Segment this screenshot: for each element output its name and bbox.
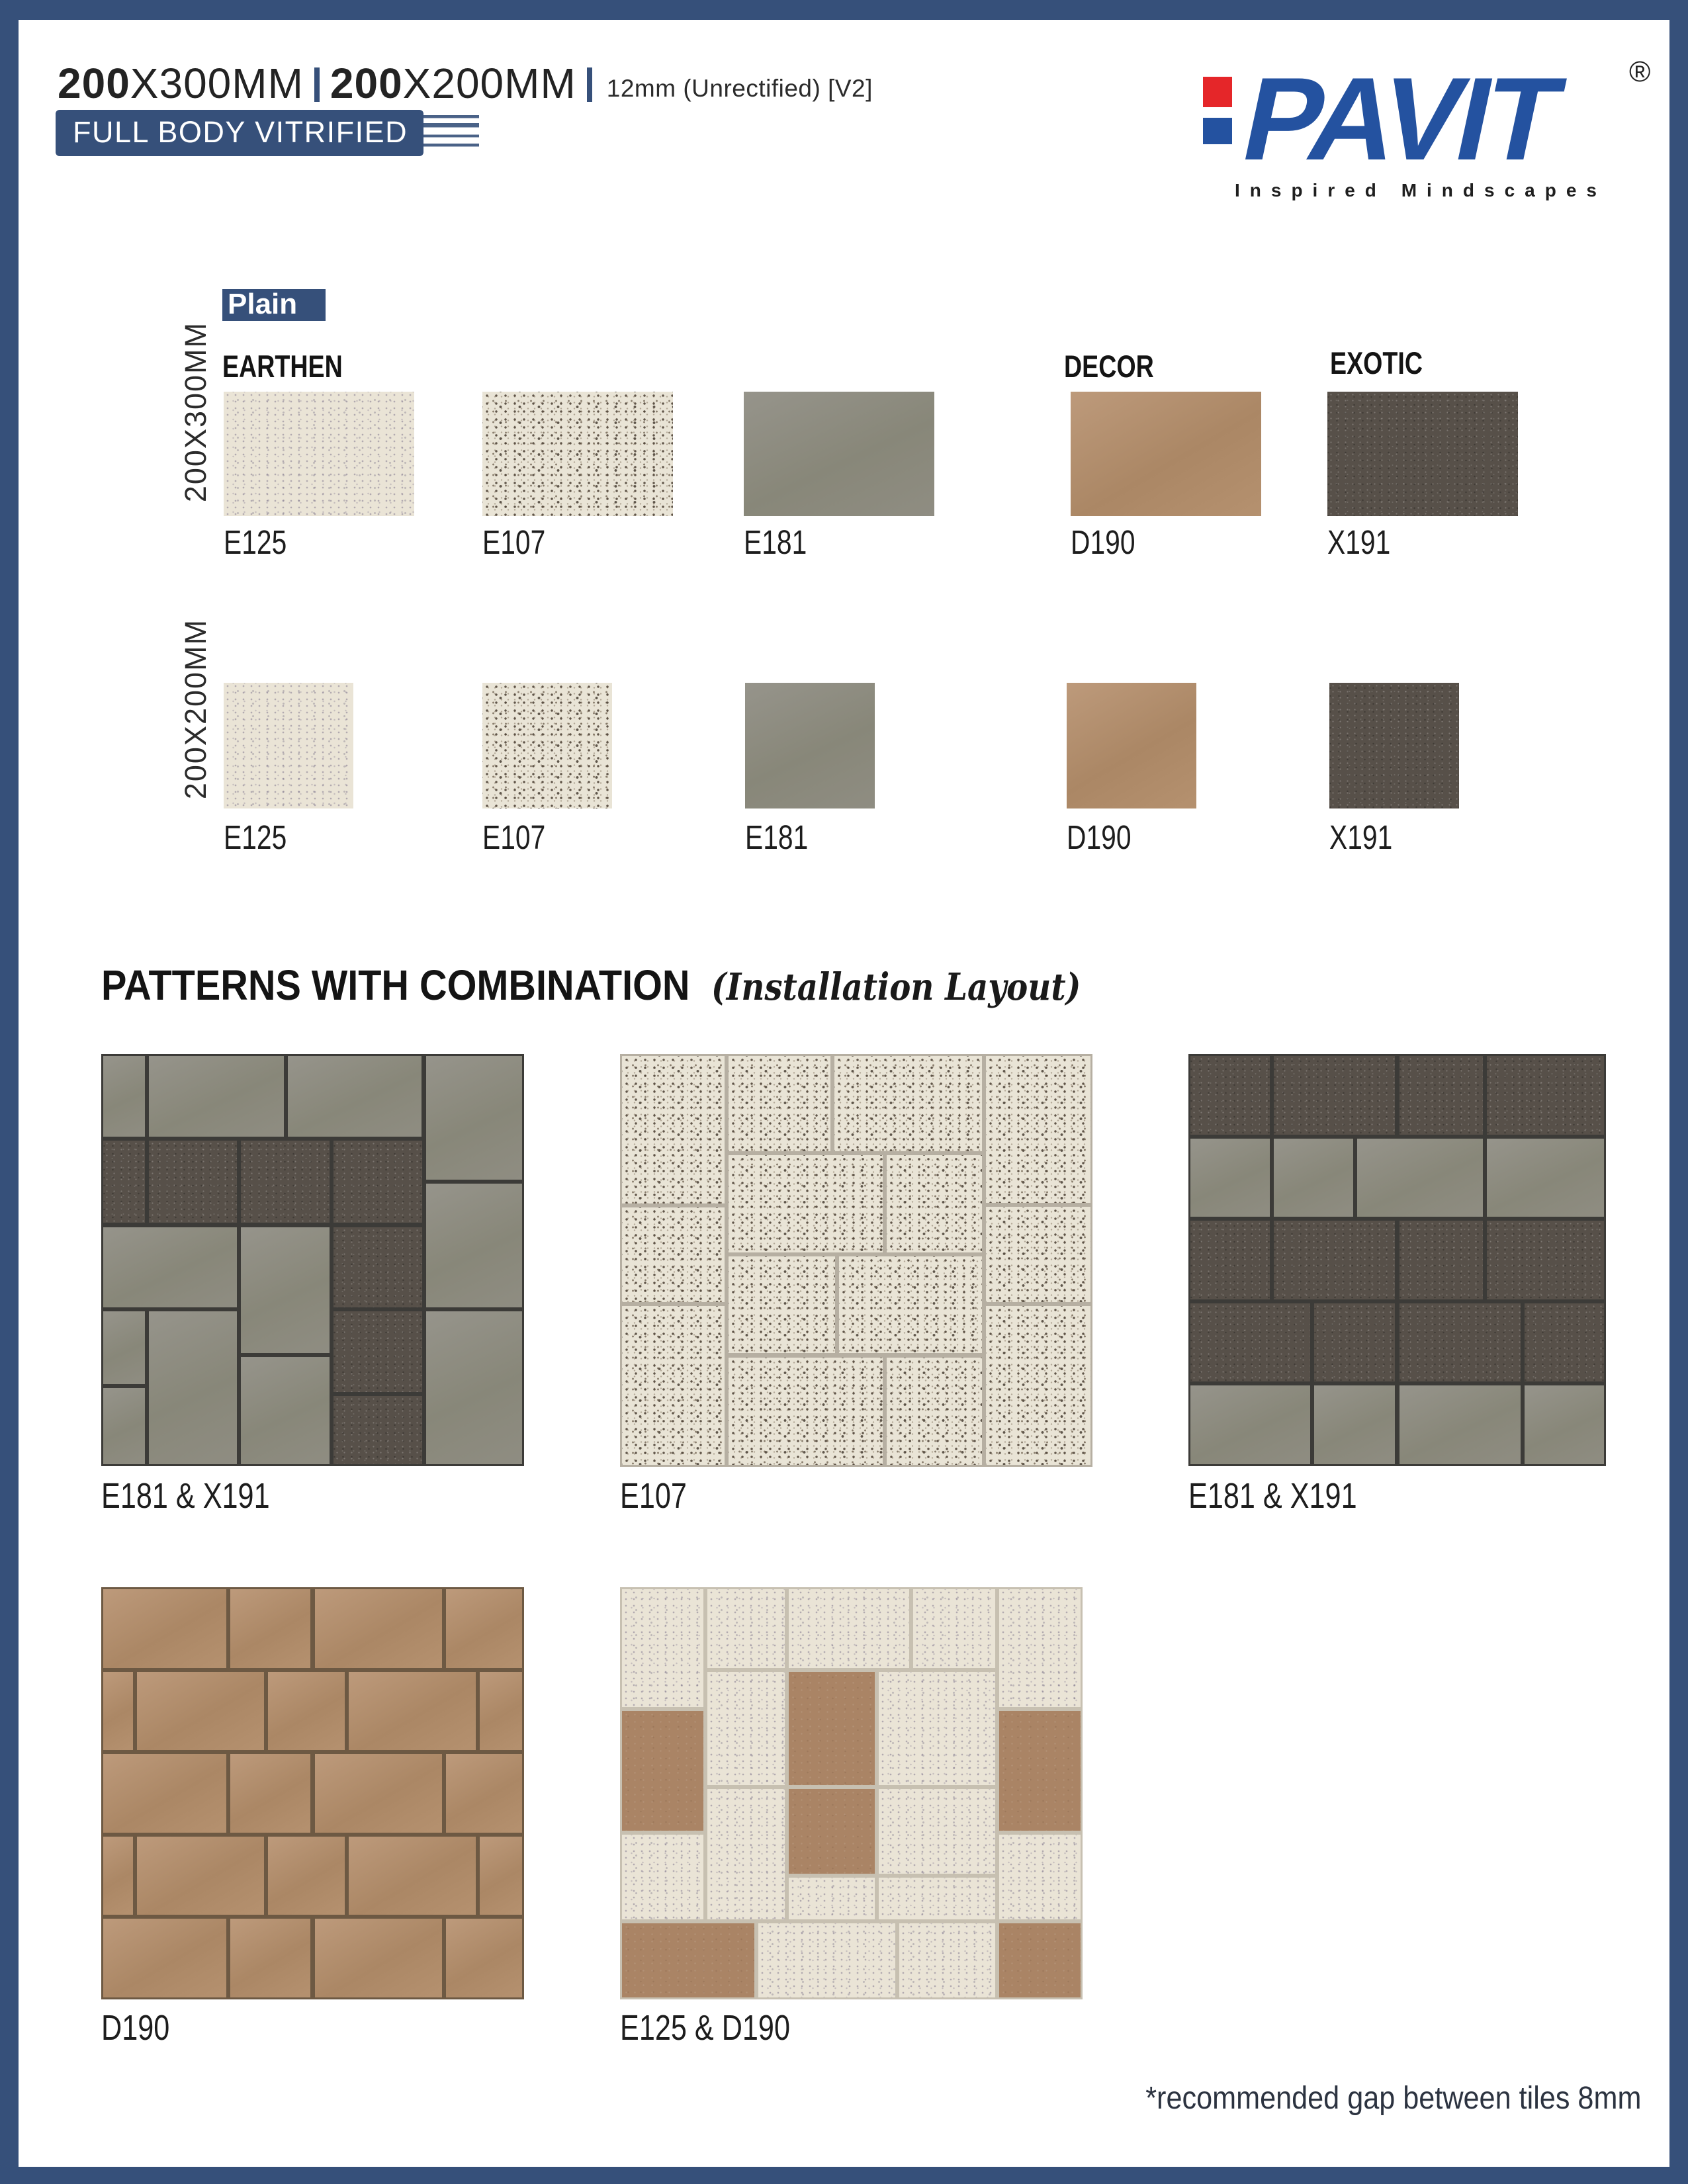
tile-swatch-x191-200x300 (1327, 392, 1518, 516)
full-body-vitrified-badge (56, 110, 423, 156)
pattern-tile-x191 (333, 1227, 422, 1308)
pattern-tile-e181 (103, 1311, 145, 1383)
tile-code-label: E107 (482, 818, 546, 856)
size1-bold: 200 (58, 60, 130, 107)
tile-code-label: E125 (224, 523, 287, 561)
pattern-label: E181 & X191 (1188, 1476, 1357, 1516)
pattern-tile-x191 (241, 1141, 330, 1223)
tile-code-label: E107 (482, 523, 546, 561)
pattern-tile-x191 (1399, 1221, 1484, 1299)
pattern-tile-x191 (1399, 1303, 1521, 1382)
divider-bar-icon (314, 67, 320, 102)
pattern-tile-e107 (887, 1358, 982, 1465)
pattern-tile-e125 (999, 1589, 1081, 1707)
pattern-tile-d190 (103, 1754, 226, 1833)
logo-red-square-icon (1203, 77, 1232, 107)
page-border-bottom (0, 2167, 1688, 2184)
page-border-right (1669, 0, 1688, 2184)
pattern-tile-e107 (986, 1306, 1090, 1465)
brand-tagline: Inspired Mindscapes (1235, 180, 1607, 200)
pattern-tile-x191 (1314, 1303, 1395, 1382)
tile-code-label: D190 (1067, 818, 1132, 856)
row1-size-vertical-label: 200X300MM (179, 322, 212, 503)
pattern-tile-d190 (137, 1837, 264, 1915)
pattern-tile-e125 (758, 1923, 895, 1997)
pattern-tile-e125 (879, 1672, 995, 1786)
pattern-tile-d190b (622, 1923, 754, 1997)
pattern-tile-e107 (986, 1056, 1090, 1203)
pattern-tile-d190 (230, 1919, 311, 1997)
tile-code-label: E181 (744, 523, 807, 561)
pattern-tile-x191 (1399, 1056, 1484, 1135)
tile-swatch-d190-200x200 (1067, 683, 1196, 808)
pattern-tile-d190 (480, 1837, 522, 1915)
pattern-tile-e181 (241, 1357, 330, 1464)
pattern-tile-d190b (789, 1672, 875, 1786)
gap-recommendation-note: *recommended gap between tiles 8mm (1145, 2081, 1641, 2116)
tile-code-label: E125 (224, 818, 287, 856)
pattern-tile-e181 (1190, 1139, 1270, 1217)
pattern-tile-d190 (103, 1919, 226, 1997)
pattern-tile-e125 (789, 1589, 910, 1668)
pattern-tile-d190 (103, 1837, 133, 1915)
pattern-tile-e181 (1399, 1385, 1521, 1464)
pattern-tile-e125 (899, 1923, 995, 1997)
pattern-tile-e181 (149, 1056, 284, 1137)
tile-swatch-e125-200x200 (224, 683, 353, 808)
pattern-board-e181-x191-b (1188, 1054, 1606, 1466)
pattern-tile-e125 (879, 1878, 995, 1919)
tile-swatch-e181-200x300 (744, 392, 934, 516)
category-exotic: EXOTIC (1330, 345, 1423, 380)
pattern-tile-d190 (315, 1754, 442, 1833)
pattern-tile-d190 (349, 1837, 476, 1915)
tile-swatch-e125-200x300 (224, 392, 414, 516)
pattern-tile-x191 (1274, 1056, 1395, 1135)
patterns-heading-script: (Installation Layout) (711, 965, 1081, 1009)
logo-blue-stub-icon (1203, 118, 1232, 144)
tile-swatch-x191-200x200 (1329, 683, 1459, 808)
pattern-tile-e107 (622, 1056, 725, 1203)
size2-bold: 200 (330, 60, 403, 107)
pattern-tile-e181 (1314, 1385, 1395, 1464)
pattern-tile-e125 (707, 1672, 784, 1786)
pattern-tile-d190 (315, 1919, 442, 1997)
pattern-tile-e181 (426, 1056, 522, 1180)
pattern-tile-e181 (1190, 1385, 1310, 1464)
pattern-tile-x191 (149, 1141, 237, 1223)
pattern-label: E181 & X191 (101, 1476, 270, 1516)
pattern-tile-e107 (834, 1056, 982, 1151)
pattern-tile-x191 (1190, 1221, 1270, 1299)
pattern-tile-d190b (789, 1789, 875, 1874)
plain-section-badge (222, 289, 326, 321)
pattern-tile-e107 (839, 1256, 981, 1354)
plain-section-title: Plain (228, 288, 298, 320)
tile-code-label: X191 (1329, 818, 1393, 856)
pattern-tile-e125 (622, 1589, 703, 1707)
pattern-tile-d190b (999, 1711, 1081, 1831)
pattern-tile-x191 (1190, 1056, 1270, 1135)
pattern-tile-e107 (729, 1358, 883, 1465)
pattern-tile-d190 (315, 1589, 442, 1668)
pattern-tile-e181 (426, 1311, 522, 1464)
full-body-vitrified-label: FULL BODY VITRIFIED (73, 115, 408, 149)
size2-rest: X200MM (402, 60, 576, 107)
pattern-tile-e125 (707, 1789, 784, 1919)
pattern-tile-x191 (1274, 1221, 1395, 1299)
pattern-tile-e181 (103, 1388, 145, 1465)
registered-trademark-icon: ® (1629, 56, 1651, 88)
pattern-tile-e125 (999, 1835, 1081, 1919)
pattern-tile-d190 (349, 1672, 476, 1751)
pattern-tile-d190 (137, 1672, 264, 1751)
pattern-tile-d190 (230, 1589, 311, 1668)
tile-code-label: X191 (1327, 523, 1391, 561)
pattern-tile-e125 (913, 1589, 995, 1668)
pattern-tile-e181 (149, 1311, 237, 1464)
pattern-board-d190 (101, 1587, 524, 1999)
pattern-tile-e107 (729, 1256, 836, 1354)
pattern-tile-e181 (288, 1056, 422, 1137)
size1-rest: X300MM (130, 60, 304, 107)
pattern-tile-x191 (1190, 1303, 1310, 1382)
row2-size-vertical-label: 200X200MM (179, 619, 212, 800)
pattern-tile-e107 (887, 1155, 982, 1252)
pattern-tile-d190 (446, 1919, 522, 1997)
pattern-tile-d190 (103, 1589, 226, 1668)
tile-swatch-e107-200x200 (482, 683, 612, 808)
pattern-tile-e125 (707, 1589, 784, 1668)
pattern-tile-x191 (103, 1141, 145, 1223)
pattern-tile-d190 (446, 1754, 522, 1833)
pattern-tile-x191 (1487, 1056, 1604, 1135)
header-size-line (58, 60, 873, 107)
pattern-tile-x191 (333, 1396, 422, 1464)
pattern-tile-e125 (622, 1835, 703, 1919)
pattern-tile-e181 (1357, 1139, 1483, 1217)
page-border-top (0, 0, 1688, 20)
thickness-label: 12mm (Unrectified) [V2] (606, 75, 873, 102)
pattern-board-e107 (620, 1054, 1092, 1467)
pattern-tile-e181 (241, 1227, 330, 1353)
brand-logo: PAVIT (1231, 53, 1570, 185)
divider-bar-icon (587, 67, 592, 102)
pattern-label: D190 (101, 2008, 170, 2048)
category-decor: DECOR (1064, 349, 1154, 384)
pattern-tile-e181 (426, 1184, 522, 1307)
pattern-tile-x191 (333, 1311, 422, 1392)
pattern-tile-e181 (103, 1227, 237, 1308)
tile-code-label: E181 (745, 818, 809, 856)
pattern-tile-e107 (986, 1207, 1090, 1302)
pattern-tile-d190 (268, 1672, 344, 1751)
pattern-tile-e181 (1525, 1385, 1604, 1464)
pattern-tile-d190 (446, 1589, 522, 1668)
pattern-tile-d190b (622, 1711, 703, 1831)
pattern-label: E125 & D190 (620, 2008, 790, 2048)
pattern-tile-e107 (622, 1306, 725, 1465)
pattern-tile-e107 (729, 1155, 883, 1252)
pattern-tile-e181 (103, 1056, 145, 1137)
tile-swatch-e181-200x200 (745, 683, 875, 808)
pattern-tile-d190 (103, 1672, 133, 1751)
pattern-board-e125-d190 (620, 1587, 1083, 1999)
page-border-left (0, 0, 19, 2184)
pattern-board-e181-x191-a (101, 1054, 524, 1466)
pattern-tile-e181 (1274, 1139, 1353, 1217)
pattern-tile-d190 (480, 1672, 522, 1751)
pattern-tile-e107 (729, 1056, 831, 1151)
pattern-tile-d190 (230, 1754, 311, 1833)
category-earthen: EARTHEN (222, 349, 343, 384)
pattern-label: E107 (620, 1476, 687, 1516)
tile-swatch-d190-200x300 (1071, 392, 1261, 516)
pattern-tile-x191 (1487, 1221, 1604, 1299)
pattern-tile-x191 (333, 1141, 422, 1223)
pattern-tile-e181 (1487, 1139, 1604, 1217)
patterns-heading-bold: PATTERNS WITH COMBINATION (101, 961, 690, 1009)
pattern-tile-d190 (268, 1837, 344, 1915)
pattern-tile-e125 (879, 1789, 995, 1874)
pattern-tile-e107 (622, 1207, 725, 1302)
pattern-tile-x191 (1525, 1303, 1604, 1382)
tile-code-label: D190 (1071, 523, 1135, 561)
tile-swatch-e107-200x300 (482, 392, 673, 516)
pattern-tile-e125 (789, 1878, 875, 1919)
pattern-tile-d190b (999, 1923, 1081, 1997)
patterns-section-heading (101, 961, 1141, 1010)
